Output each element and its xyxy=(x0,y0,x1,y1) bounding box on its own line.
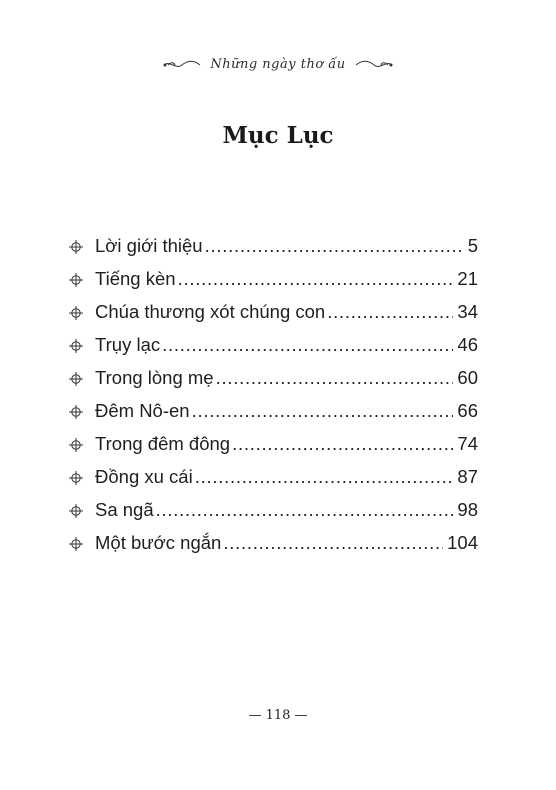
compass-cross-icon xyxy=(68,371,84,387)
compass-cross-icon xyxy=(68,536,84,552)
toc-entry-page: 104 xyxy=(447,532,478,553)
dot-leader xyxy=(223,529,443,557)
page-title: Mục Lục xyxy=(222,122,334,149)
toc-entry-page: 87 xyxy=(457,466,478,487)
toc-entry[interactable] xyxy=(68,232,478,265)
toc-entry-title: Lời giới thiệu xyxy=(95,235,203,256)
dot-leader xyxy=(232,430,453,458)
toc-entry-title: Tiếng kèn xyxy=(95,268,176,289)
toc-entry-page: 5 xyxy=(467,235,478,256)
compass-cross-icon xyxy=(68,272,84,288)
compass-cross-icon xyxy=(68,305,84,321)
compass-cross-icon xyxy=(68,239,84,255)
dot-leader xyxy=(192,397,454,425)
flourish-left-icon xyxy=(162,58,202,72)
dot-leader xyxy=(162,331,453,359)
compass-cross-icon xyxy=(68,470,84,486)
toc-entry[interactable] xyxy=(68,430,478,463)
toc-list xyxy=(68,232,478,562)
toc-entry-title: Chúa thương xót chúng con xyxy=(95,301,326,322)
dot-leader xyxy=(178,265,454,293)
flourish-right-icon xyxy=(354,58,394,72)
toc-entry-page: 74 xyxy=(457,433,478,454)
toc-entry[interactable] xyxy=(68,496,478,529)
toc-entry-title: Đêm Nô-en xyxy=(95,400,190,421)
running-title: Những ngày thơ ấu xyxy=(210,57,346,72)
toc-entry-page: 60 xyxy=(457,367,478,388)
toc-entry[interactable] xyxy=(68,298,478,331)
dot-leader xyxy=(216,364,454,392)
toc-entry-title: Đồng xu cái xyxy=(95,466,193,487)
compass-cross-icon xyxy=(68,437,84,453)
running-header xyxy=(0,57,556,72)
toc-entry[interactable] xyxy=(68,529,478,562)
dot-leader xyxy=(195,463,454,491)
toc-entry-title: Một bước ngắn xyxy=(95,532,222,553)
toc-entry[interactable] xyxy=(68,397,478,430)
dot-leader xyxy=(327,298,453,326)
toc-entry-page: 46 xyxy=(457,334,478,355)
page-number: — 118 — xyxy=(248,708,308,723)
toc-entry-page: 98 xyxy=(457,499,478,520)
toc-entry-page: 21 xyxy=(457,268,478,289)
toc-entry-title: Trong lòng mẹ xyxy=(95,367,214,388)
toc-entry-title: Sa ngã xyxy=(95,499,154,520)
toc-entry[interactable] xyxy=(68,265,478,298)
toc-entry-title: Trụy lạc xyxy=(95,334,161,355)
compass-cross-icon xyxy=(68,338,84,354)
toc-entry[interactable] xyxy=(68,364,478,397)
compass-cross-icon xyxy=(68,503,84,519)
toc-entry-page: 34 xyxy=(457,301,478,322)
dot-leader xyxy=(156,496,454,524)
toc-entry[interactable] xyxy=(68,463,478,496)
toc-entry[interactable] xyxy=(68,331,478,364)
compass-cross-icon xyxy=(68,404,84,420)
dot-leader xyxy=(205,232,464,260)
toc-entry-title: Trong đêm đông xyxy=(95,433,231,454)
toc-entry-page: 66 xyxy=(457,400,478,421)
